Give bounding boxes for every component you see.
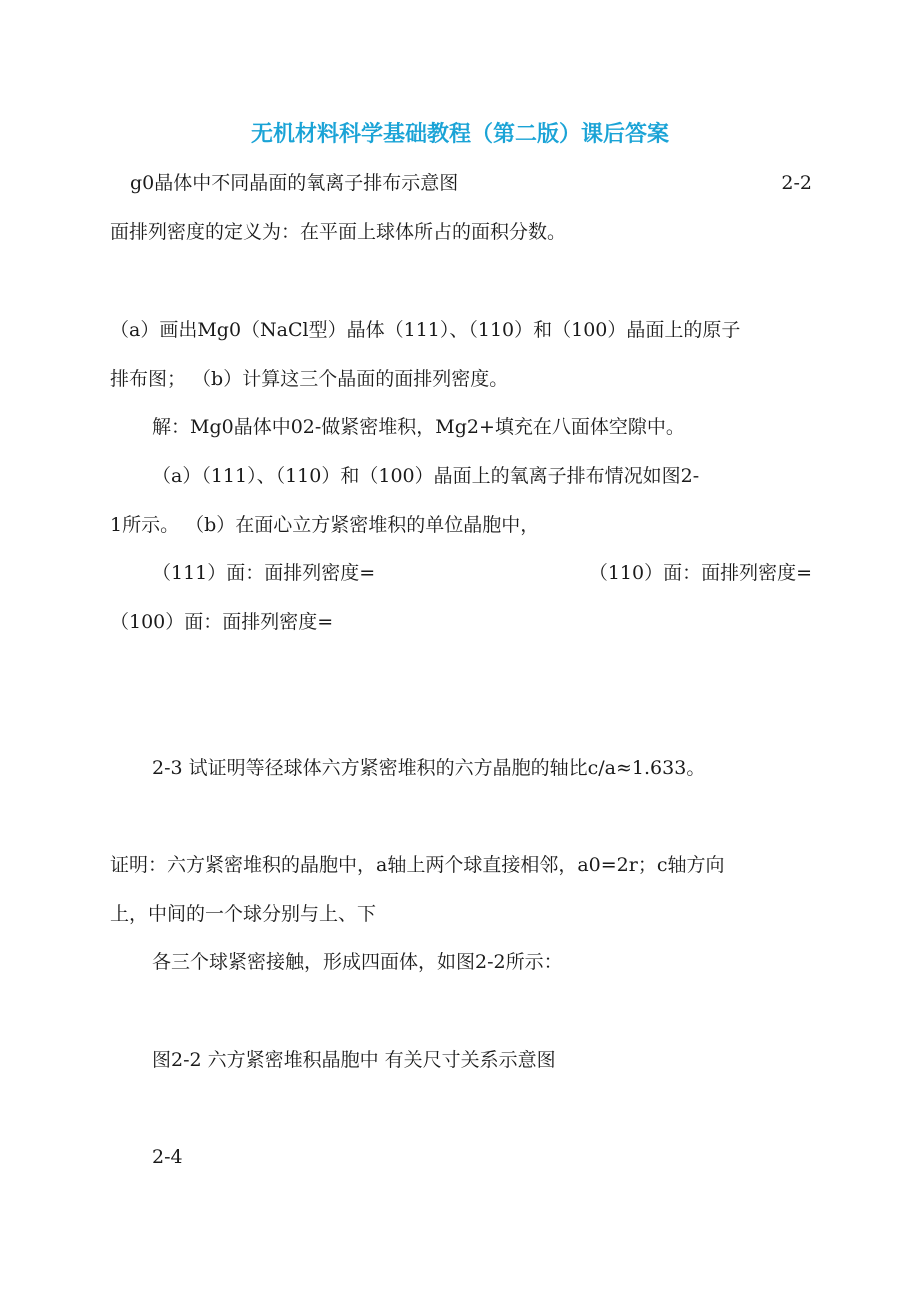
figure-caption: 图2-2 六方紧密堆积晶胞中 有关尺寸关系示意图 — [152, 1049, 556, 1071]
section-number: 2-2 — [781, 172, 812, 194]
answer-line: 解：Mg0晶体中02-做紧密堆积，Mg2+填充在八面体空隙中。 — [152, 416, 685, 438]
proof-line: 各三个球紧密接触，形成四面体，如图2-2所示： — [152, 951, 563, 973]
question-line: 排布图； （b）计算这三个晶面的面排列密度。 — [110, 368, 509, 390]
proof-line: 上，中间的一个球分别与上、下 — [110, 903, 377, 925]
paragraph-line: 面排列密度的定义为：在平面上球体所占的面积分数。 — [110, 221, 567, 243]
formula-line: （100）面：面排列密度= — [110, 611, 334, 633]
answer-line: （a）（111）、（110）和（100）晶面上的氧离子排布情况如图2- — [152, 465, 700, 487]
page-title: 无机材料科学基础教程（第二版）课后答案 — [250, 122, 669, 147]
formula-line: （111）面：面排列密度= — [152, 562, 376, 584]
question-line: 2-3 试证明等径球体六方紧密堆积的六方晶胞的轴比c/a≈1.633。 — [152, 757, 706, 779]
caption-line: g0晶体中不同晶面的氧离子排布示意图 — [130, 172, 459, 194]
proof-line: 证明：六方紧密堆积的晶胞中，a轴上两个球直接相邻，a0=2r；c轴方向 — [110, 854, 725, 876]
section-number: 2-4 — [152, 1146, 183, 1168]
formula-line: （110）面：面排列密度= — [588, 562, 812, 584]
answer-line: 1所示。 （b）在面心立方紧密堆积的单位晶胞中， — [110, 514, 540, 536]
question-line: （a）画出Mg0（NaCl型）晶体（111）、（110）和（100）晶面上的原子 — [110, 319, 741, 341]
